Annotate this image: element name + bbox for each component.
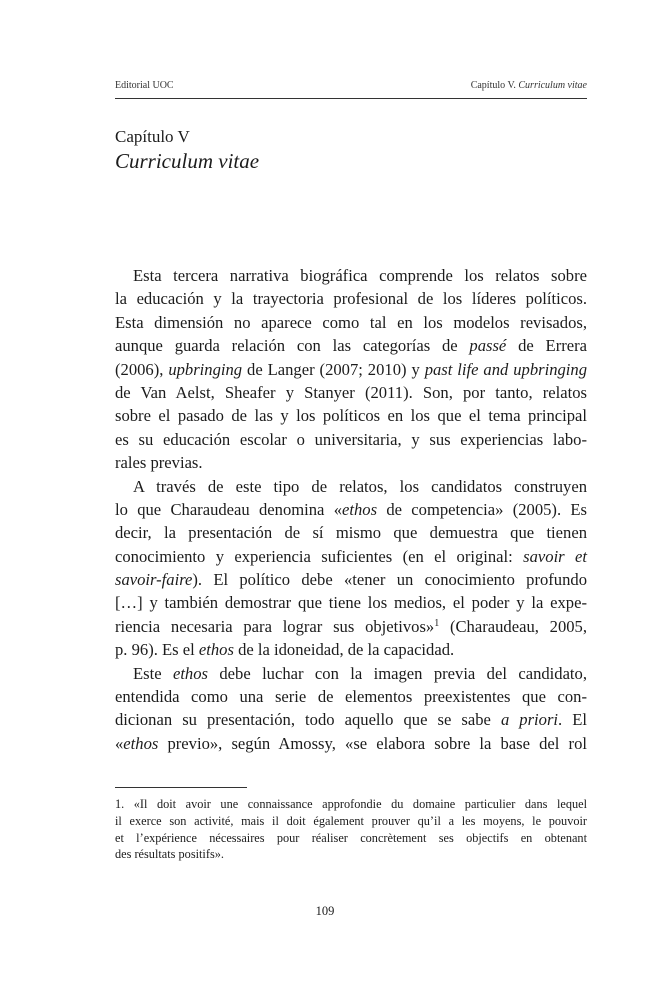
text-line: entendida como una serie de elementos preexistentes que con- — [115, 687, 587, 707]
body-text — [115, 264, 587, 755]
text-line: Esta dimensión no aparece como tal en los modelos revisados, — [115, 312, 587, 332]
header-rule — [115, 98, 587, 99]
text-line — [115, 545, 587, 568]
text-line — [115, 732, 587, 755]
text-line: […] y también demostrar que tiene los medios, el poder y la expe- — [115, 593, 587, 613]
text-line — [115, 568, 587, 591]
header-chapter — [471, 80, 587, 91]
text-line: rales previas. — [115, 453, 203, 473]
text-run: de la idoneidad, de la capacidad. — [233, 640, 455, 660]
text-run: p. 96). Es el — [115, 640, 199, 660]
text-run: . El — [558, 710, 587, 730]
text-line: decir, la presentación de sí mismo que demuestra que tienen — [115, 523, 587, 543]
text-line: la educación y la trayectoria profesional de los líderes políticos. — [115, 289, 587, 309]
text-run: Este — [133, 663, 173, 683]
text-line — [115, 662, 587, 685]
chapter-label: Capítulo V — [115, 127, 190, 146]
text-run: previo», según Amossy, «se elabora sobre la base del rol — [158, 733, 587, 753]
text-run: (2006), — [115, 359, 169, 379]
chapter-title: Curriculum vitae — [115, 149, 260, 173]
text-line: A través de este tipo de relatos, los candidatos construyen — [133, 476, 587, 496]
text-run: de Errera — [506, 336, 588, 356]
italic-term: a priori — [500, 710, 559, 730]
text-run: « — [115, 733, 124, 753]
text-line — [115, 708, 587, 731]
header-chapter-title: Curriculum vitae — [518, 80, 587, 91]
header-publisher: Editorial UOC — [115, 80, 174, 91]
text-line — [115, 615, 587, 638]
header-chapter-prefix: Capítulo V. — [470, 80, 519, 91]
page-number: 109 — [315, 904, 335, 918]
italic-term: ethos — [172, 663, 208, 683]
italic-term: savoir-faire — [115, 570, 193, 590]
footnote-line: des résultats positifs». — [115, 847, 224, 862]
text-run: debe luchar con la imagen previa del candidato, — [207, 663, 587, 683]
italic-term: savoir et — [523, 546, 588, 566]
text-run: conocimiento y experiencia suficientes (en el original: — [115, 546, 524, 566]
text-run: dicionan su presentación, todo aquello que se sabe — [115, 710, 501, 730]
italic-term: ethos — [123, 733, 159, 753]
italic-term: passé — [469, 336, 507, 356]
text-line: de Van Aelst, Sheafer y Stanyer (2011). Son, por tanto, relatos — [115, 382, 587, 402]
text-line: sobre el pasado de las y los políticos en los que el tema principal — [115, 406, 587, 426]
footnote-line: il exerce son activité, mais il doit également prouver qu’il a les moyens, le pouvoir — [115, 813, 587, 828]
italic-term: past life and upbringing — [424, 359, 587, 379]
text-line — [115, 358, 587, 381]
italic-term: upbringing — [168, 359, 243, 379]
footnote-rule — [115, 787, 247, 788]
footnote-ref: 1 — [434, 617, 440, 629]
footnote — [115, 796, 587, 863]
italic-term: ethos — [342, 499, 378, 519]
text-run: ). El político debe «tener un conocimiento profundo — [192, 570, 587, 590]
text-line: es su educación escolar o universitaria, y sus experiencias labo- — [115, 429, 587, 449]
text-line — [115, 498, 587, 521]
text-run: aunque guarda relación con las categorías de — [115, 336, 470, 356]
text-line: Esta tercera narrativa biográfica comprende los relatos sobre — [133, 266, 587, 285]
text-run: (Charaudeau, 2005, — [439, 616, 587, 636]
text-run: de Langer (2007; 2010) y — [242, 359, 425, 379]
text-line — [115, 638, 587, 661]
text-line — [115, 334, 587, 357]
italic-term: ethos — [198, 640, 234, 660]
footnote-line: et l’expérience nécessaires pour réaliser concrètement ses objectifs en obtenant — [115, 830, 587, 845]
text-run: lo que Charaudeau denomina « — [115, 499, 343, 519]
text-run: de competencia» (2005). Es — [377, 499, 587, 519]
footnote-line: 1. «Il doit avoir une connaissance approfondie du domaine particulier dans lequel — [115, 797, 587, 811]
text-run: riencia necesaria para lograr sus objetivos» — [115, 616, 435, 636]
